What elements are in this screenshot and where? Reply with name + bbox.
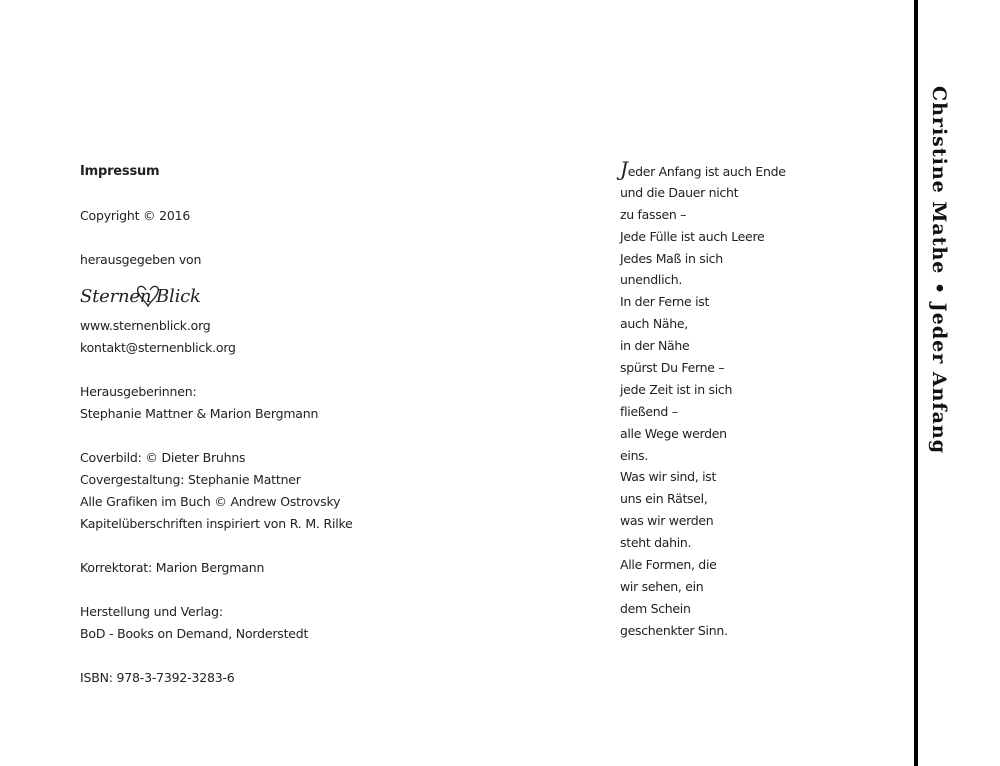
poem-first-line xyxy=(620,157,880,182)
svg-text:Blick: Blick xyxy=(156,286,201,307)
svg-text:Sternen: Sternen xyxy=(80,286,152,307)
poem-line: zu fassen – xyxy=(620,206,687,222)
chapter-titles-credit: Kapitelüberschriften inspiriert von R. M. Rilke xyxy=(80,516,353,531)
poem-line: Was wir sind, ist xyxy=(620,469,717,485)
isbn-line: ISBN: 978-3-7392-3283-6 xyxy=(80,670,235,685)
impressum-block xyxy=(80,164,480,689)
poem-line: was wir werden xyxy=(620,513,714,529)
poem-line: alle Wege werden xyxy=(620,425,727,441)
poem-line: Alle Formen, die xyxy=(620,557,717,573)
sternenblick-logo xyxy=(80,277,480,313)
poem-line: fließend – xyxy=(620,403,678,419)
spine-divider xyxy=(914,0,918,766)
poem-block xyxy=(620,157,880,642)
poem-line: dem Schein xyxy=(620,600,691,616)
poem-dropcap: J xyxy=(620,157,628,181)
poem-line: in der Nähe xyxy=(620,338,690,354)
production-label: Herstellung und Verlag: xyxy=(80,604,223,619)
poem-line: Jede Fülle ist auch Leere xyxy=(620,228,765,244)
poem-line: wir sehen, ein xyxy=(620,578,704,594)
sternenblick-logo-image xyxy=(80,280,201,310)
copyright-line: Copyright © 2016 xyxy=(80,208,191,223)
editors-label: Herausgeberinnen: xyxy=(80,384,197,399)
poem-line: jede Zeit ist in sich xyxy=(620,381,733,397)
poem-line: spürst Du Ferne – xyxy=(620,360,725,376)
poem-first-line-text: eder Anfang ist auch Ende xyxy=(627,164,786,179)
cover-image-credit: Coverbild: © Dieter Bruhns xyxy=(80,450,246,465)
published-by-line: herausgegeben von xyxy=(80,252,202,267)
production-publisher: BoD - Books on Demand, Norderstedt xyxy=(80,626,309,641)
poem-line: In der Ferne ist xyxy=(620,294,710,310)
spine-title: Christine Mathe • Jeder Anfang xyxy=(928,86,950,454)
impressum-title: Impressum xyxy=(80,164,160,179)
poem-line: und die Dauer nicht xyxy=(620,184,739,200)
poem-line: Jedes Maß in sich xyxy=(620,250,723,266)
poem-line: auch Nähe, xyxy=(620,316,688,332)
email-line[interactable]: kontakt@sternenblick.org xyxy=(80,340,236,355)
cover-design-credit: Covergestaltung: Stephanie Mattner xyxy=(80,472,301,487)
poem-line: geschenkter Sinn. xyxy=(620,622,728,638)
editors-names: Stephanie Mattner & Marion Bergmann xyxy=(80,406,319,421)
graphics-credit: Alle Grafiken im Buch © Andrew Ostrovsky xyxy=(80,494,341,509)
poem-line: eins. xyxy=(620,447,649,463)
proofreading-credit: Korrektorat: Marion Bergmann xyxy=(80,560,265,575)
website-line[interactable]: www.sternenblick.org xyxy=(80,318,211,333)
poem-line: uns ein Rätsel, xyxy=(620,491,708,507)
poem-line: unendlich. xyxy=(620,272,683,288)
poem-line: steht dahin. xyxy=(620,535,692,551)
poem-lines xyxy=(620,182,880,642)
